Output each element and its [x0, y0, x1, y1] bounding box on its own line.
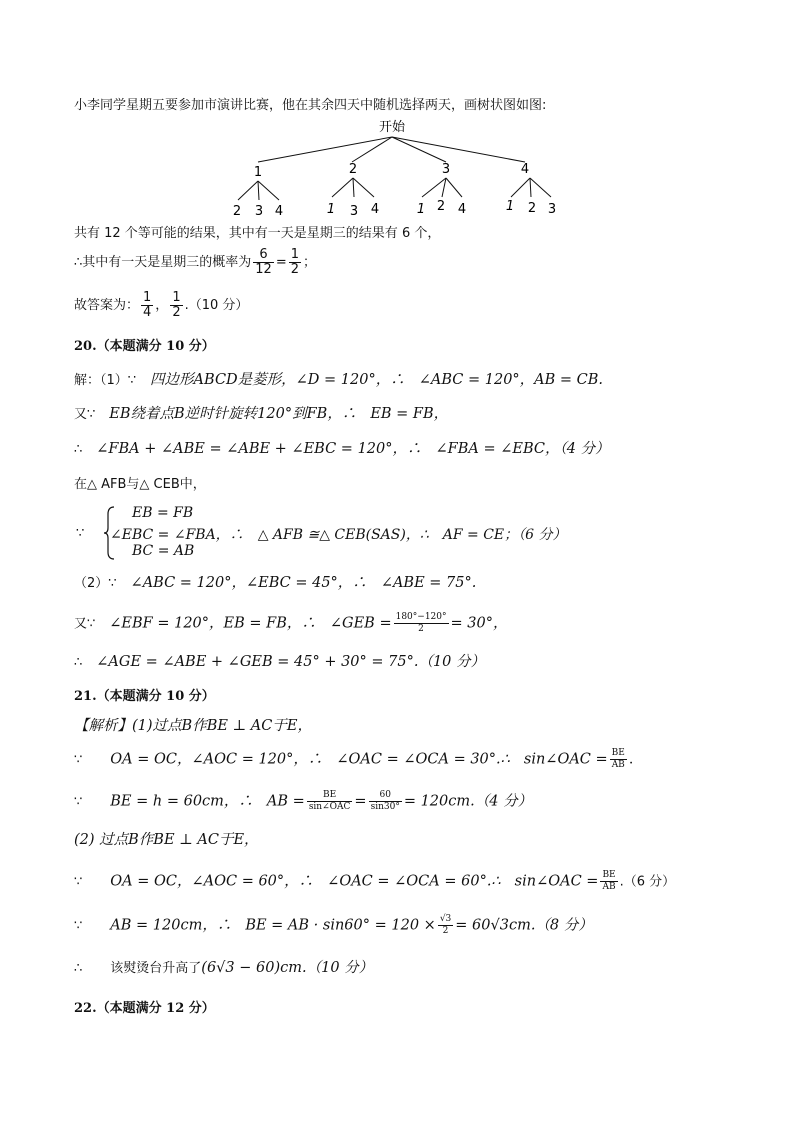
tree-root: 开始: [378, 120, 406, 135]
tree-diagram: [0, 117, 794, 227]
tree-leaf: 3: [547, 202, 557, 217]
tree-node-1: 1: [253, 165, 263, 180]
p21-line1: 【解析】(1)过点B作BE ⊥ AC于E，: [74, 718, 312, 734]
p20-line5: （2）∵ ∠ABC = 120°，∠EBC = 45°，∴ ∠ABE = 75°.: [74, 575, 477, 591]
tree-leaf: 2: [436, 199, 446, 214]
p20-line2: 又∵ EB绕着点B逆时针旋转120°到FB，∴ EB = FB，: [74, 406, 449, 422]
tree-leaf: 1: [505, 199, 515, 214]
p19-results: 共有 12 个等可能的结果，其中有一天是星期三的结果有 6 个，: [74, 226, 441, 241]
p20-system-3: BC = AB: [132, 543, 195, 559]
tree-node-4: 4: [520, 162, 530, 177]
p21-line2: ∵ OA = OC，∠AOC = 120°，∴ ∠OAC = ∠OCA = 30°.∴ sin∠OAC = $\frac{BE}{AB}$ .: [74, 748, 634, 770]
p20-system-2: ∠EBC = ∠FBA，∴ △ AFB ≅△ CEB(SAS)，∴ AF = CE；（6 分）: [110, 527, 567, 543]
p20-because: ∵: [76, 526, 85, 541]
p20-line6: 又∵ ∠EBF = 120°，EB = FB，∴ ∠GEB = $\frac{180^\circ-120^\circ}{2}$ = 30°，: [74, 612, 508, 634]
tree-leaf: 4: [457, 202, 467, 217]
p21-heading: 21.（本题满分 10 分）: [74, 689, 215, 704]
tree-leaf: 1: [416, 202, 426, 217]
p20-line7: ∴ ∠AGE = ∠ABE + ∠GEB = 45° + 30° = 75°.（10 分）: [74, 654, 486, 670]
p20-line1: 解：（1）∵ 四边形ABCD是菱形，∠D = 120°，∴ ∠ABC = 120°，AB = CB.: [74, 372, 604, 388]
p21-line4: (2) 过点B作BE ⊥ AC于E，: [74, 832, 259, 848]
p19-probability: ∴其中有一天是星期三的概率为 $\frac{6}{12}$ = $\frac{1}{2}$ ；: [74, 247, 317, 277]
tree-leaf: 2: [232, 204, 242, 219]
p21-line6: ∵ AB = 120cm，∴ BE = AB · sin60° = 120 × $\frac{√3}{2}$ = 60√3cm.（8 分）: [74, 914, 593, 936]
p20-line3: ∴ ∠FBA + ∠ABE = ∠ABE + ∠EBC = 120°，∴ ∠FBA = ∠EBC，（4 分）: [74, 441, 610, 457]
p20-heading: 20.（本题满分 10 分）: [74, 339, 215, 354]
tree-leaf: 3: [254, 204, 264, 219]
tree-node-3: 3: [441, 162, 451, 177]
p20-line4: 在△ AFB与△ CEB中，: [74, 477, 206, 492]
p21-line5: ∵ OA = OC，∠AOC = 60°，∴ ∠OAC = ∠OCA = 60°.∴ sin∠OAC = $\frac{BE}{AB}$ .（6 分）: [74, 870, 676, 892]
tree-leaf: 4: [370, 202, 380, 217]
tree-leaf: 2: [527, 201, 537, 216]
tree-leaf: 1: [326, 202, 336, 217]
p19-answer: 故答案为： $\frac{1}{4}$ ， $\frac{1}{2}$ .（10 分）: [74, 290, 249, 320]
tree-leaf: 3: [349, 204, 359, 219]
p21-line7: ∴ 该熨烫台升高了(6√3 − 60)cm.（10 分）: [74, 960, 374, 976]
p21-line3: ∵ BE = h = 60cm，∴ AB = $\frac{BE}{\text{sin∠OAC}}$ = $\frac{60}{\sin 30^\circ}$ = 120cm.（4 分）: [74, 790, 533, 812]
p19-intro: 小李同学星期五要参加市演讲比赛，他在其余四天中随机选择两天，画树状图如图:: [74, 98, 547, 113]
p22-heading: 22.（本题满分 12 分）: [74, 1001, 215, 1016]
tree-leaf: 4: [274, 204, 284, 219]
p20-system-1: EB = FB: [132, 505, 194, 521]
tree-node-2: 2: [348, 162, 358, 177]
